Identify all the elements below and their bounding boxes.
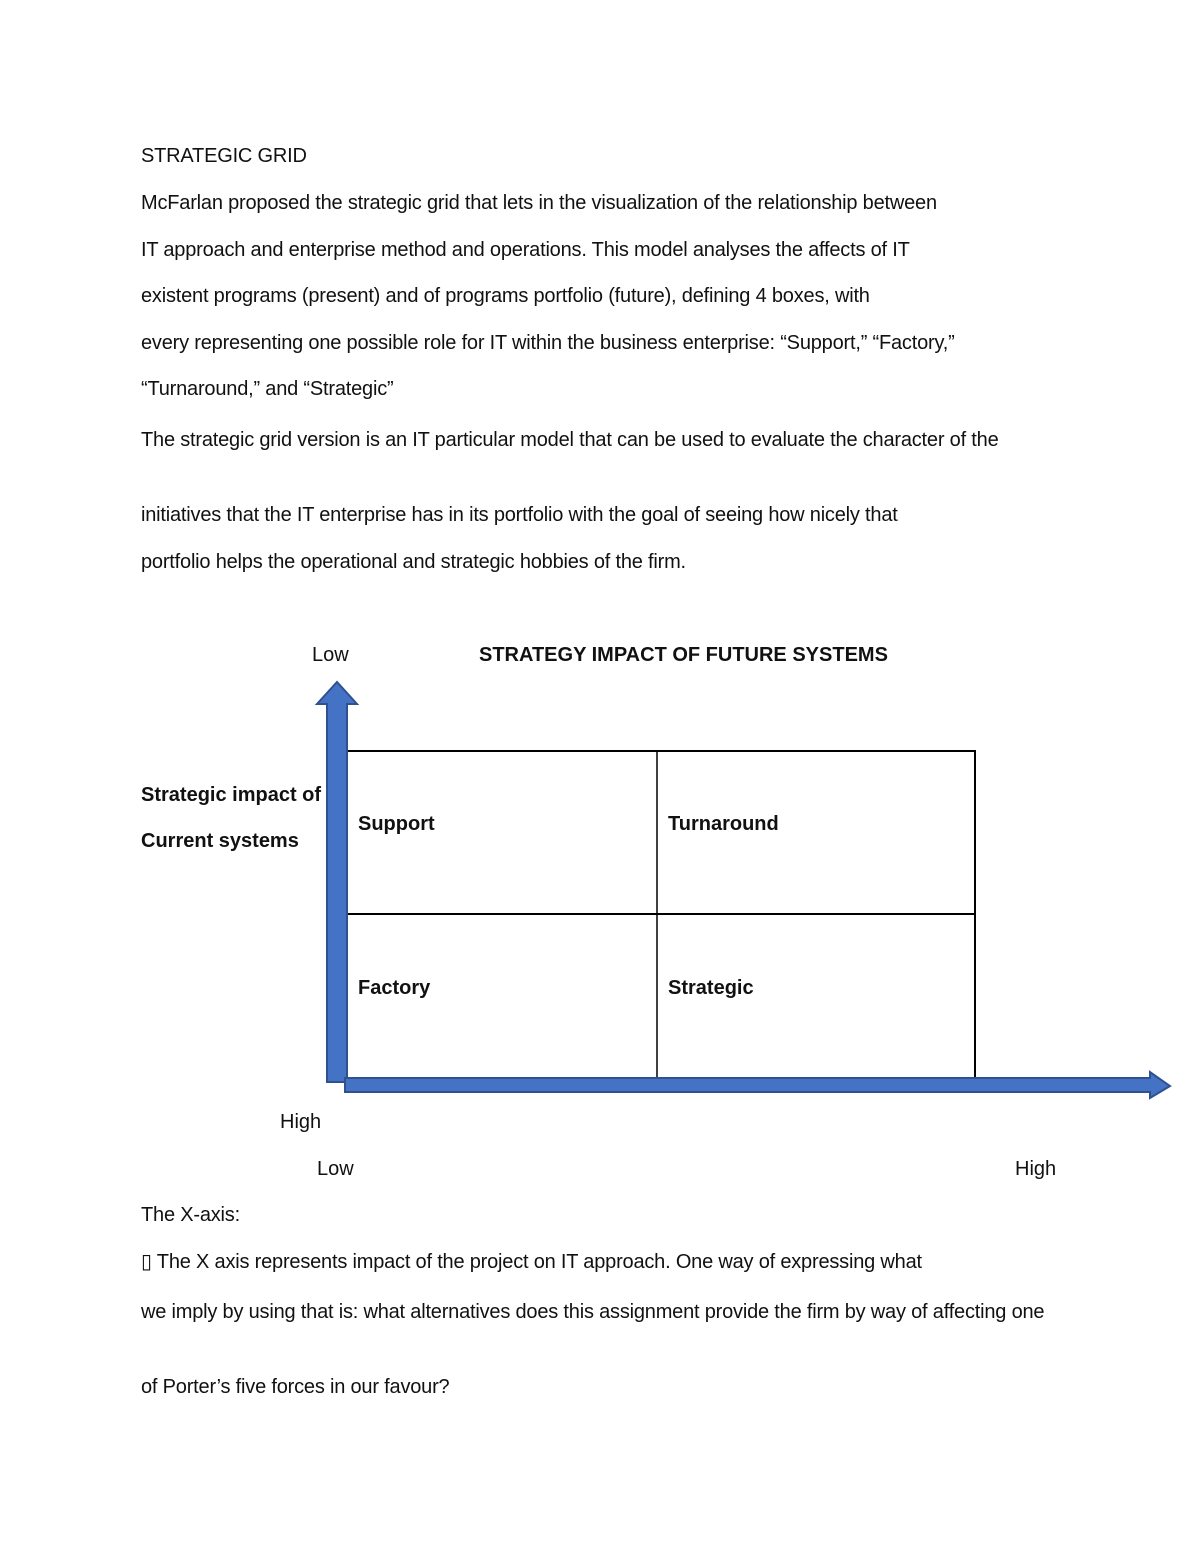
top-axis-title: STRATEGY IMPACT OF FUTURE SYSTEMS	[479, 644, 888, 666]
paragraph1-line: IT approach and enterprise method and operations. This model analyses the affects of IT	[141, 239, 910, 261]
paragraph2-first: The strategic grid version is an IT particular model that can be used to evaluate the character of the	[141, 429, 999, 451]
y-axis-title-line2: Current systems	[141, 830, 299, 852]
paragraph1-line: McFarlan proposed the strategic grid that lets in the visualization of the relationship between	[141, 192, 937, 214]
diagram-graphics	[0, 620, 1200, 1200]
paragraph1-line: existent programs (present) and of programs portfolio (future), defining 4 boxes, with	[141, 285, 870, 307]
cell-strategic: Strategic	[668, 977, 754, 999]
cell-turnaround: Turnaround	[668, 813, 779, 835]
x-axis-bullet: ▯ The X axis represents impact of the project on IT approach. One way of expressing what	[141, 1251, 922, 1273]
paragraph2-line: initiatives that the IT enterprise has in its portfolio with the goal of seeing how nicely that	[141, 504, 898, 526]
section-heading: STRATEGIC GRID	[141, 145, 307, 167]
cell-factory: Factory	[358, 977, 431, 999]
strategic-grid-diagram	[0, 620, 1200, 1200]
x-axis-last-line: of Porter’s five forces in our favour?	[141, 1376, 450, 1398]
y-axis-high-label: High	[280, 1111, 322, 1133]
x-axis-arrow	[345, 1072, 1170, 1098]
x-axis-low-label: Low	[317, 1158, 354, 1180]
paragraph1-line: “Turnaround,” and “Strategic”	[141, 378, 394, 400]
x-axis-heading: The X-axis:	[141, 1204, 240, 1226]
x-axis-high-label: High	[1015, 1158, 1057, 1180]
x-axis-paragraph: we imply by using that is: what alternatives does this assignment provide the firm by way of affecting one	[141, 1301, 1045, 1323]
top-axis-low-label: Low	[312, 644, 349, 666]
paragraph1-line: every representing one possible role for IT within the business enterprise: “Support,” “Factory,”	[141, 332, 955, 354]
y-axis-title-line1: Strategic impact of	[141, 784, 322, 806]
cell-support: Support	[358, 813, 435, 835]
y-axis-arrow	[317, 682, 357, 1082]
paragraph2-line: portfolio helps the operational and strategic hobbies of the firm.	[141, 551, 686, 573]
